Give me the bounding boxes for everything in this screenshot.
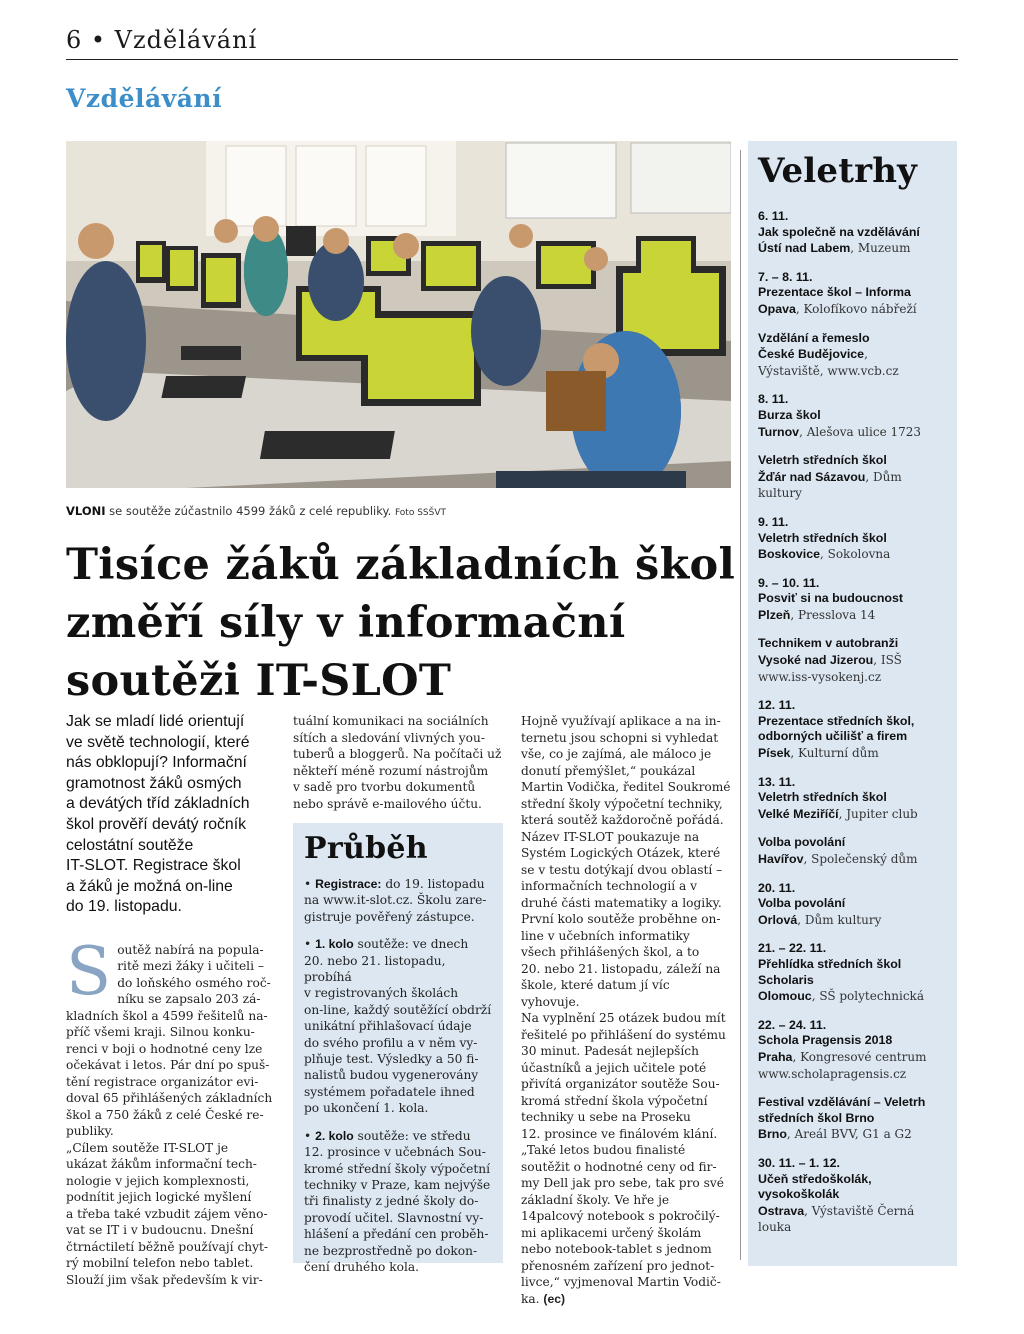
- event-venue: , Presslova 14: [790, 607, 876, 622]
- classroom-photo-illustration: [66, 141, 731, 488]
- event-name: Prezentace škol – Informa: [758, 285, 911, 300]
- event-location: [758, 469, 949, 502]
- event-date: 6. 11.: [758, 209, 789, 223]
- info-box-item: • 2. kolo soutěže: ve středu 12. prosince v učebnách Sou- kromé střední školy výpočetní techniky v Praze, kam nejvýše tři finalisty z jedné školy do- provodí učitel. Slavnostní vy- hlášení a předání cen proběh- ne bezprostředně po dokon- čení druhého kola.: [304, 1128, 491, 1274]
- event-item: [758, 775, 949, 823]
- event-item: [758, 453, 949, 502]
- event-item: [758, 1095, 949, 1143]
- event-name: Posviť si na budoucnost: [758, 591, 904, 606]
- info-box-item-text: do 19. listopadu na www.it-slot.cz. Školu zare- gistruje pověřený zástupce.: [304, 877, 487, 924]
- page-header: [66, 24, 958, 60]
- event-name: Přehlídka středních škol Scholaris: [758, 956, 902, 987]
- event-place: Havířov: [758, 852, 804, 866]
- event-location: [758, 346, 949, 379]
- photo-caption: [66, 504, 731, 518]
- article-column-1: [66, 712, 276, 1288]
- event-venue: , SŠ polytechnická: [811, 989, 924, 1004]
- caption-lead: VLONI: [66, 504, 106, 518]
- event-venue: , Jupiter club: [838, 806, 918, 821]
- event-venue: , Dům kultury: [797, 912, 882, 927]
- event-venue: , Kongresové centrum www.scholapragensis.cz: [758, 1049, 927, 1081]
- event-item: [758, 209, 949, 257]
- event-name: Veletrh středních škol: [758, 530, 887, 545]
- event-location: [758, 912, 949, 929]
- event-date: 20. 11.: [758, 880, 796, 895]
- article-column-2: [293, 713, 503, 812]
- event-date: 30. 11. – 1. 12.: [758, 1155, 840, 1170]
- event-date: 7. – 8. 11.: [758, 269, 813, 284]
- sidebar-veletrhy: [748, 141, 957, 1266]
- event-venue: , Muzeum: [850, 241, 911, 256]
- body-text-col3-content: Hojně využívají aplikace a na in- ternetu jsou schopni si vyhledat vše, co je zajímá, ale máloco je donutí přemýšlet,“ poukázal Martin Vodička, ředitel Soukromé střední školy výpočetní techniky, která soutěž každoročně pořádá. Název IT-SLOT poukazuje na Systém Logických Otázek, které se v testu dotýkají dvou oblastí – informačních technologií a v druhé části matematiky a logiky. První kolo soutěže proběhne on- line v učebních informatiky všech přihlášených škol, a to 20. nebo 21. listopadu, záleží na škole, které datum jí víc vyhovuje. Na vyplnění 25 otázek budou mít řešitelé po přihlášení do systému 30 minut. Padesát nejlepších účastníků a jejich učitele poté přivítá organizátor soutěže Sou- kromá střední škola výpočetní techniky u sebe na Proseku 12. prosince ve finálovém klání. „Také letos budou finalisté soutěžit o hodnotné ceny od fir- my Dell jak pro sebe, tak pro své základní školy. Ve hře je 14palcový notebook s pokročilý- mi aplikacemi určený školám nebo notebook-tablet s jednom přenosném zařízení pro jednot- livce,“ vyjmenoval Martin Vodič- ka.: [521, 714, 731, 1306]
- info-box-item-label: 1. kolo: [315, 937, 354, 952]
- drop-cap: S: [66, 932, 112, 1010]
- info-box-item-text: soutěže: ve středu 12. prosince v učebnách Sou- kromé střední školy výpočetní techniky v Praze, kam nejvýše tři finalisty z jedné školy do- provodí učitel. Slavnostní vy- hlášení a předání cen proběh- ne bezprostředně po dokon- čení druhého kola.: [304, 1128, 491, 1274]
- body-text-col1: outěž nabírá na popula- ritě mezi žáky i učiteli – do loňského osmého roč- níku se zapsalo 203 zá- kladních škol a 4599 řešitelů na- příč všemi kraji. Silnou konku- renci v boji o hodnotné ceny lze očekávat i letos. Pár dní po spuš- tění registrace organizátor evi- doval 65 přihlášených základních škol a 750 žáků z celé České re- publiky. „Cílem soutěže IT-SLOT je ukázat žákům informační tech- nologie v jejich komplexnosti, podnítit jejich logické myšlení a třeba také vzbudit zájem věno- vat se IT i v budoucnu. Dnešní čtrnáctiletí běžně používají chyt- rý mobilní telefon nebo tablet. Slouží jim však především k vir-: [66, 942, 273, 1287]
- event-location: [758, 301, 949, 318]
- event-date: 22. – 24. 11.: [758, 1017, 827, 1032]
- event-item: [758, 331, 949, 380]
- event-location: [758, 546, 949, 563]
- event-item: [758, 392, 949, 440]
- caption-text: se soutěže zúčastnilo 4599 žáků z celé republiky.: [105, 504, 395, 518]
- event-location: [758, 652, 949, 685]
- event-place: Brno: [758, 1127, 787, 1142]
- article-photo: [66, 141, 731, 488]
- event-place: České Budějovice: [758, 347, 865, 362]
- caption-credit: Foto SSŠVT: [394, 508, 446, 518]
- event-venue: , Kulturní dům: [790, 746, 879, 761]
- article-column-3: [521, 713, 731, 1307]
- event-item: [758, 636, 949, 685]
- article-perex: Jak se mladí lidé orientují ve světě technologií, které nás obklopují? Informační gramotnost žáků osmých a devátých tříd základních škol prověří devátý ročník celostátní soutěže IT-SLOT. Registrace škol a žáků je možná on-line do 19. listopadu.: [66, 713, 250, 916]
- event-place: Boskovice: [758, 547, 820, 562]
- event-item: [758, 515, 949, 563]
- event-venue: , Kolofíkovo nábřeží: [795, 301, 917, 316]
- event-name: Vzdělání a řemeslo: [758, 330, 870, 345]
- event-venue: , Dům kultury: [758, 469, 902, 501]
- event-location: [758, 988, 949, 1005]
- event-place: Vysoké nad Jizerou: [758, 653, 874, 668]
- article-body-start: [66, 932, 276, 1289]
- event-location: [758, 1049, 949, 1082]
- event-location: [758, 851, 949, 868]
- event-item: [758, 270, 949, 318]
- event-name: Technikem v autobranži: [758, 636, 899, 651]
- event-item: [758, 1018, 949, 1082]
- sidebar-title: Veletrhy: [758, 151, 918, 191]
- event-item: [758, 835, 949, 867]
- body-text-col3: [521, 713, 731, 1307]
- event-item: [758, 941, 949, 1004]
- event-place: Plzeň: [758, 607, 791, 622]
- event-place: Turnov: [758, 424, 800, 439]
- event-item: [758, 881, 949, 929]
- event-place: Praha: [758, 1049, 793, 1064]
- event-name: Prezentace středních škol, odborných učilišť a firem: [758, 713, 915, 744]
- event-place: Žďár nad Sázavou: [758, 469, 866, 484]
- event-location: [758, 1203, 949, 1236]
- event-location: [758, 745, 949, 762]
- event-place: Olomouc: [758, 989, 812, 1004]
- event-name: Burza škol: [758, 407, 821, 422]
- event-name: Jak společně na vzdělávání: [758, 224, 920, 239]
- info-box-item: • 1. kolo soutěže: ve dnech 20. nebo 21. listopadu, probíhá v registrovaných školách on-line, každý soutěžící obdrží unikátní přihlašovací údaje do svého profilu a v něm vy- plňuje test. Výsledky a 50 fi- nalistů budou vygenerovány systémem pořadatele ihned po ukončení 1. kola.: [304, 937, 492, 1116]
- event-name: Učeň středoškolák, vysokoškolák: [758, 1171, 872, 1202]
- info-box-prubeh: [293, 823, 503, 1274]
- event-date: 8. 11.: [758, 392, 789, 407]
- article-author: (ec): [543, 1291, 566, 1306]
- event-place: Velké Meziříčí: [758, 806, 839, 821]
- event-venue: , Alešova ulice 1723: [799, 424, 922, 439]
- article-headline: Tisíce žáků základních škol změří síly v informační soutěži IT-SLOT: [66, 540, 736, 706]
- event-location: [758, 424, 949, 441]
- event-date: 13. 11.: [758, 774, 796, 789]
- event-item: [758, 698, 949, 761]
- event-location: [758, 240, 949, 257]
- event-name: Volba povolání: [758, 896, 846, 911]
- event-location: [758, 806, 949, 823]
- section-title: Vzdělávání: [66, 84, 223, 113]
- event-date: 21. – 22. 11.: [758, 941, 827, 956]
- info-box-item-label: Registrace:: [315, 877, 382, 891]
- event-venue: , Výstaviště Černá louka: [758, 1203, 915, 1235]
- page-label: 6 • Vzdělávání: [66, 26, 258, 54]
- info-box-item: • Registrace: do 19. listopadu na www.it-slot.cz. Školu zare- gistruje pověřený zástupce.: [304, 877, 487, 924]
- event-venue: , Sokolovna: [819, 547, 891, 562]
- event-place: Ústí nad Labem: [758, 241, 851, 256]
- column-divider: [740, 150, 741, 1260]
- event-venue: , Výstaviště, www.vcb.cz: [758, 347, 899, 378]
- event-place: Orlová: [758, 912, 798, 927]
- event-venue: , ISŠ www.iss-vysokenj.cz: [758, 653, 902, 684]
- info-box-item-label: 2. kolo: [315, 1128, 354, 1143]
- info-box-item-text: soutěže: ve dnech 20. nebo 21. listopadu, probíhá v registrovaných školách on-line, každý soutěžící obdrží unikátní přihlašovací údaje do svého profilu a v něm vy- plňuje test. Výsledky a 50 fi- nalistů budou vygenerovány systémem pořadatele ihned po ukončení 1. kola.: [304, 937, 492, 1116]
- event-name: Veletrh středních škol: [758, 453, 887, 468]
- event-location: [758, 607, 949, 624]
- event-date: 12. 11.: [758, 698, 796, 713]
- event-venue: , Společenský dům: [803, 852, 918, 866]
- event-item: [758, 576, 949, 624]
- event-place: Písek: [758, 746, 791, 761]
- event-list: [758, 209, 949, 1236]
- event-place: Opava: [758, 301, 796, 316]
- event-place: Ostrava: [758, 1203, 805, 1218]
- event-name: Schola Pragensis 2018: [758, 1033, 893, 1048]
- event-name: Festival vzdělávání – Veletrh středních škol Brno: [758, 1095, 926, 1125]
- body-text-col2: tuální komunikaci na sociálních sítích a sledování vlivných you- tuberů a bloggerů. Na počítači už někteří méně rozumí nástrojům v sadě pro tvorbu dokumentů nebo správě e-mailového účtu.: [293, 714, 502, 811]
- event-location: [758, 1126, 949, 1143]
- event-name: Volba povolání: [758, 835, 846, 850]
- event-name: Veletrh středních škol: [758, 790, 887, 805]
- event-item: [758, 1156, 949, 1236]
- event-venue: , Areál BVV, G1 a G2: [786, 1127, 912, 1142]
- event-date: 9. – 10. 11.: [758, 575, 820, 590]
- info-box-title: Průběh: [304, 831, 428, 866]
- event-date: 9. 11.: [758, 514, 789, 529]
